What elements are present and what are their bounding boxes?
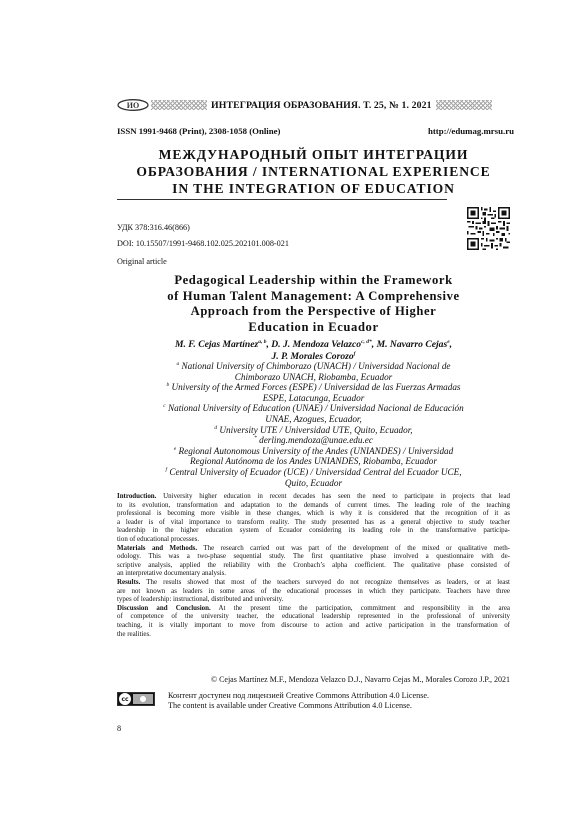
author-name: M. Navarro Cejas: [376, 339, 448, 350]
affiliation-text: National University of Education (UNAE) / Universidad Nacional de Educación: [168, 403, 464, 414]
abstract-line: are not known as leaders in some areas of the educational processes in which they participate. Teachers have three: [117, 586, 510, 595]
udk-code: УДК 378:316.46(866): [117, 223, 190, 232]
author-affiliation-mark: c, d*: [361, 338, 372, 345]
affiliation-text: Regional Autonomous University of the Andes (UNIANDES) / Universidad: [178, 445, 454, 456]
author-separator: ,: [266, 339, 272, 350]
header-pattern-left: [151, 100, 207, 110]
affiliation-line: [117, 403, 510, 414]
abstract-line: odology. This was a two-phase sequential study. The first quantitative phase involved a questionnaire with de-: [117, 552, 510, 561]
header-pattern-right: [436, 100, 492, 110]
abstract-line: professional is becoming more visible in these changes, which is why it is considered that the recognition of it as: [117, 509, 510, 518]
article-title-line: of Human Talent Management: A Comprehensive: [167, 288, 460, 303]
issn: ISSN 1991-9468 (Print), 2308-1058 (Online): [117, 126, 281, 136]
attribution-icon: [133, 694, 153, 704]
affiliation-line: [117, 435, 510, 446]
affiliation-line: [117, 456, 510, 467]
section-title-line: IN THE INTEGRATION OF EDUCATION: [172, 181, 455, 196]
affiliation-text: Central University of Ecuador (UCE) / Universidad Central del Ecuador UCE,: [169, 466, 462, 477]
section-title-line: МЕЖДУНАРОДНЫЙ ОПЫТ ИНТЕГРАЦИИ: [158, 147, 469, 162]
page-number: 8: [117, 724, 122, 733]
abstract-line: a leader is of vital importance to transform reality. The study presented has as a general objective to study teacher: [117, 517, 510, 526]
copyright-notice: © Cejas Martínez M.F., Mendoza Velazco D.J., Navarro Cejas M., Morales Corozo J.P., 2021: [210, 675, 510, 684]
affiliation-line: [117, 361, 510, 372]
section-divider: [117, 199, 447, 200]
abstract-section-label: Results.: [117, 577, 141, 586]
article-title-line: Education in Ecuador: [248, 319, 379, 334]
abstract-text: At the present time the participation, commitment and responsibility in the area: [210, 603, 510, 612]
author-name: J. P. Morales Corozo: [271, 350, 354, 362]
affiliation-text: Chimborazo UNACH, Riobamba, Ecuador: [234, 371, 393, 382]
affiliation-mark: f: [165, 466, 168, 473]
affiliation-mark: d: [214, 424, 218, 431]
abstract-line: the realities.: [117, 629, 151, 638]
article-title-line: Pedagogical Leadership within the Framework: [174, 273, 453, 287]
abstract-line: tion of educational processes.: [117, 534, 200, 543]
abstract-line: of competence of the university teacher, the educational leadership represented in the professional of university: [117, 612, 510, 621]
abstract-section-label: Materials and Methods.: [117, 543, 198, 552]
affiliation-mark: *: [254, 435, 257, 442]
article-type: Original article: [117, 257, 167, 266]
abstract: [117, 492, 510, 638]
affiliation-text: ESPE, Latacunga, Ecuador: [262, 392, 365, 403]
article-title-line: Approach from the Perspective of Higher: [190, 304, 437, 318]
affiliation-line: [117, 372, 510, 383]
author-affiliation-mark: a, b: [258, 338, 267, 345]
abstract-line: types of leadership: instructional, distributed and university.: [117, 595, 284, 604]
abstract-line: [117, 544, 510, 553]
journal-logo-icon: [117, 99, 151, 111]
affiliation-mark: e: [173, 445, 177, 452]
abstract-line: an interpretative documentary analysis.: [117, 569, 227, 578]
abstract-text: The research carried out was part of the development of the mixed or qualitative meth-: [197, 543, 510, 552]
author-line: [117, 339, 510, 351]
author-name: D. J. Mendoza Velazco: [271, 339, 362, 350]
affiliation-text: National University of Chimborazo (UNACH) / Universidad Nacional de: [181, 361, 451, 371]
affiliation-line: [117, 467, 510, 478]
corresponding-email[interactable]: derling.mendoza@unae.edu.ec: [259, 435, 373, 446]
cc-by-license-icon[interactable]: [117, 692, 155, 706]
qr-code-icon: [467, 207, 510, 250]
affiliation-line: [117, 393, 510, 404]
abstract-line: [117, 492, 510, 501]
affiliation-text: University of the Armed Forces (ESPE) / Universidad de las Fuerzas Armadas: [171, 382, 461, 393]
license-text: [168, 691, 429, 712]
abstract-text: University higher education in recent decades has seen the need to participate in projects that lead: [156, 492, 510, 500]
abstract-line: [117, 578, 510, 587]
article-title: [117, 273, 510, 335]
abstract-line: to its evolution, transformation and adaptation to the demands of current times. The leading role of the teaching: [117, 500, 510, 509]
journal-url[interactable]: http://edumag.mrsu.ru: [427, 126, 514, 136]
author-separator: ,: [449, 339, 453, 350]
affiliation-text: Regional Autónoma de los Andes UNIANDES, Riobamba, Ecuador: [190, 456, 437, 467]
abstract-section-label: Introduction.: [117, 492, 157, 500]
svg-text:ИО: ИО: [126, 101, 140, 110]
affiliation-line: [117, 382, 510, 393]
license-line-ru: Контент доступен под лицензией Creative Commons Attribution 4.0 License.: [168, 691, 430, 700]
affiliation-line: [117, 425, 510, 436]
journal-header: [117, 98, 510, 112]
abstract-line: teaching, it is vitally important to move from discourse to action and active participation in the transformation of: [117, 620, 510, 629]
author-affiliation-mark: e: [447, 338, 450, 345]
journal-title: ИНТЕГРАЦИЯ ОБРАЗОВАНИЯ. Т. 25, № 1. 2021: [211, 99, 432, 111]
abstract-line: leadership in the higher education system of Ecuador considering its leading role in the transformative participa-: [117, 526, 510, 535]
doi[interactable]: DOI: 10.15507/1991-9468.102.025.202101.008-021: [117, 239, 289, 248]
section-title: [117, 146, 510, 197]
license-line-en: The content is available under Creative Commons Attribution 4.0 License.: [168, 701, 412, 711]
abstract-line: [117, 604, 510, 613]
author-separator: ,: [371, 339, 377, 350]
affiliation-mark: c: [163, 403, 166, 410]
section-title-line: ОБРАЗОВАНИЯ / INTERNATIONAL EXPERIENCE: [136, 164, 491, 179]
abstract-section-label: Discussion and Conclusion.: [117, 603, 211, 612]
abstract-line: scriptive analysis, applied the reliability with the Cronbach’s alpha coefficient. The qualitative phase consisted of: [117, 560, 510, 569]
license-block: [117, 691, 429, 712]
author-list: [117, 339, 510, 362]
cc-logo-icon: cc: [119, 693, 131, 705]
affiliations: [117, 361, 510, 488]
affiliation-mark: a: [176, 360, 180, 367]
affiliation-text: University UTE / Universidad UTE, Quito, Ecuador,: [219, 424, 413, 435]
affiliation-line: [117, 414, 510, 425]
author-affiliation-mark: f: [353, 350, 356, 357]
affiliation-text: Quito, Ecuador: [284, 477, 343, 488]
affiliation-line: [117, 446, 510, 457]
affiliation-mark: b: [166, 382, 170, 389]
abstract-text: The results showed that most of the teachers surveyed do not recognize themselves as leaders, or at least: [140, 577, 510, 586]
affiliation-line: [117, 478, 510, 489]
author-name: M. F. Cejas Martínez: [174, 339, 259, 350]
affiliation-text: UNAE, Azogues, Ecuador,: [265, 413, 362, 424]
